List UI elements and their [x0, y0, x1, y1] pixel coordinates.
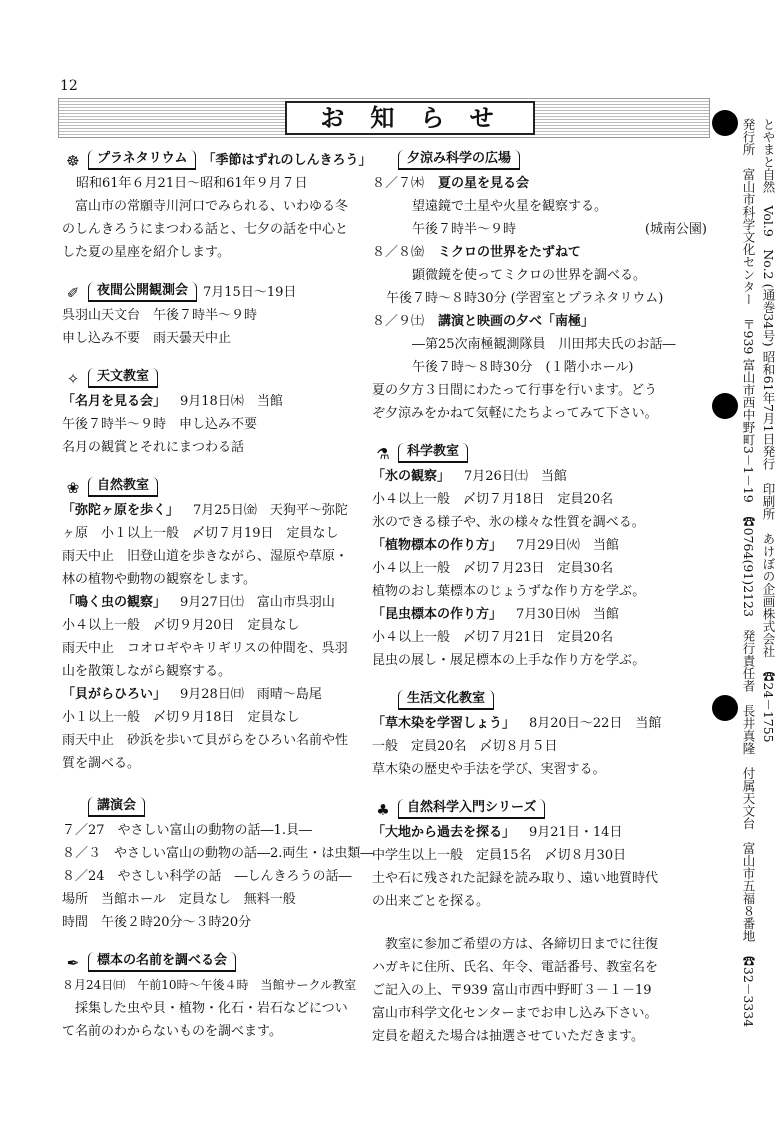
text-line: 富山市科学文化センターまでお申し込み下さい。 [372, 1006, 658, 1021]
tree-icon: ♣ [376, 801, 390, 819]
text-line: 小４以上一般 〆切９月20日 定員なし [62, 618, 300, 633]
section-label: プラネタリウム [88, 150, 196, 170]
section-label: 夜間公開観測会 [88, 282, 197, 302]
section-label: 生活文化教室 [398, 690, 494, 710]
binding-hole [712, 393, 738, 419]
section-evening [372, 150, 717, 425]
text-line: 雨天中止 コオロギやキリギリスの仲間を、呉羽 [62, 641, 348, 656]
text-line: 教室に参加ご希望の方は、各締切日までに往復 [372, 937, 659, 952]
event-info: 9月18日㈭ 当館 [180, 394, 283, 409]
banner-title: お知らせ [285, 101, 535, 135]
event-title: 「氷の観察」 [372, 469, 451, 484]
section-label: 天文教室 [88, 368, 158, 388]
event-info: 7月30日㈬ 当館 [516, 607, 619, 622]
masthead-line: 発行所 富山市科学文化センター 〒939 富山市西中野町3－1－19 ☎0764(91)2123 発行責任者 長井真隆 付属天文台 富山市五福８番地 ☎32－3334 [741, 118, 756, 1028]
section-observe [62, 282, 392, 350]
event-info: 9月27日㈯ 富山市呉羽山 [180, 595, 335, 610]
text-line: 顕微鏡を使ってミクロの世界を調べる。 [412, 268, 647, 283]
event-title: 「昆虫標本の作り方」 [372, 607, 503, 622]
lab-icon: ⚗ [376, 445, 390, 463]
event-title: 「鳴く虫の観察」 [62, 595, 167, 610]
event-date: ８／９㈯ [372, 314, 425, 329]
text-line: 雨天中止 旧登山道を歩きながら、湿原や草原・ [62, 549, 349, 564]
text-line: 時間 午後２時20分～３時20分 [62, 915, 252, 930]
text-line: 富山市の常願寺川河口でみられる、いわゆる冬 [62, 199, 349, 214]
text-line: 午後７時～８時30分 (学習室とプラネタリウム) [386, 291, 664, 306]
section-notice [372, 933, 717, 1048]
text-line: の出来ごとを探る。 [372, 894, 490, 909]
text-line: 採集した虫や貝・植物・化石・岩石などについ [62, 1001, 348, 1016]
text-line: ヶ原 小１以上一般 〆切７月19日 定員なし [62, 526, 339, 541]
section-life [372, 690, 717, 781]
text-line: 申し込み不要 雨天曇天中止 [62, 331, 232, 346]
event-info: 7月29日㈫ 当館 [516, 538, 619, 553]
planetarium-icon: ☸ [66, 152, 80, 170]
text-line: て名前のわからないものを調べます。 [62, 1024, 282, 1039]
section-label: 夕涼み科学の広場 [398, 150, 520, 170]
section-date: 7月15日～19日 [203, 285, 297, 300]
section-specimen [62, 952, 392, 1043]
event-info: 9月21日・14日 [529, 825, 623, 840]
text-line: (城南公園) [644, 222, 707, 237]
event-title: 「貝がらひろい」 [62, 687, 167, 702]
text-line: 質を調べる。 [62, 756, 141, 771]
text-line: ―第25次南極観測隊員 川田邦夫氏のお話― [412, 337, 676, 352]
text-line: 氷のできる様子や、氷の様々な性質を調べる。 [372, 515, 645, 530]
text-line: 小４以上一般 〆切７月23日 定員30名 [372, 561, 614, 576]
text-line: ご記入の上、〒939 富山市西中野町３－１－19 [372, 983, 652, 998]
event-title: 夏の星を見る会 [438, 176, 530, 191]
event-info: 7月25日㈮ 天狗平～弥陀 [193, 503, 348, 518]
section-lecture [62, 797, 392, 934]
text-line: 小４以上一般 〆切７月18日 定員20名 [372, 492, 614, 507]
text-line: 山を散策しながら観察する。 [62, 664, 232, 679]
section-label: 自然教室 [88, 477, 158, 497]
text-line: 小１以上一般 〆切９月18日 定員なし [62, 710, 300, 725]
text-line: ８／24 やさしい科学の話 ―しんきろうの話― [62, 869, 352, 884]
text-line: 小４以上一般 〆切７月21日 定員20名 [372, 630, 614, 645]
binding-hole [712, 110, 738, 136]
event-info: 8月20日～22日 当館 [529, 716, 662, 731]
event-title: 「名月を見る会」 [62, 394, 167, 409]
text-line: 雨天中止 砂浜を歩いて貝がらをひろい名前や性 [62, 733, 349, 748]
binding-hole [712, 695, 738, 721]
text-line: 昆虫の展し・展足標本の上手な作り方を学ぶ。 [372, 653, 646, 668]
text-line: ハガキに住所、氏名、年令、電話番号、教室名を [372, 960, 659, 975]
telescope-icon: ✐ [66, 284, 80, 302]
text-line: ぞ夕涼みをかねて気軽にたちよってみて下さい。 [372, 406, 658, 421]
event-title: ミクロの世界をたずねて [438, 245, 581, 260]
text-line: 午後７時半～９時 [412, 222, 517, 237]
text-line: 土や石に残された記録を読み取り、遠い地質時代 [372, 871, 659, 886]
section-planetarium [62, 150, 392, 264]
event-title: 「植物標本の作り方」 [372, 538, 503, 553]
leaf-icon: ❀ [66, 479, 80, 497]
section-title: 「季節はずれのしんきろう」 [202, 153, 372, 168]
text-line: 場所 当館ホール 定員なし 無料一般 [62, 892, 296, 907]
section-label: 標本の名前を調べる会 [88, 952, 236, 972]
masthead-line: とやまと自然 Vol.9 No.2 (通巻34号) 昭和61年7月1日発行 印刷所 あけぼの企画株式会社 ☎24－1755 [761, 118, 776, 743]
text-line: 午後７時～８時30分 (１階小ホール) [412, 360, 634, 375]
event-title: 講演と映画の夕べ「南極」 [438, 314, 595, 329]
text-line: 植物のおし葉標本のじょうずな作り方を学ぶ。 [372, 584, 646, 599]
section-intro [372, 799, 717, 913]
event-title: 「弥陀ヶ原を歩く」 [62, 503, 180, 518]
text-line: 午後７時半～９時 申し込み不要 [62, 417, 258, 432]
right-column [372, 150, 717, 1066]
text-line: のしんきろうにまつわる話と、七夕の話を中心と [62, 222, 349, 237]
pen-icon: ✒ [66, 954, 80, 972]
section-nature [62, 477, 392, 775]
event-title: 「大地から過去を探る」 [372, 825, 516, 840]
text-line: ８／３ やさしい富山の動物の話―2.両生・は虫類― [62, 846, 374, 861]
text-line: 林の植物や動物の観察をします。 [62, 572, 256, 587]
event-info: 9月28日㈰ 雨晴～島尾 [180, 687, 322, 702]
text-line: 望遠鏡で土星や火星を観察する。 [412, 199, 608, 214]
text-line: 一般 定員20名 〆切８月５日 [372, 739, 558, 754]
masthead [738, 118, 778, 1098]
section-astro [62, 368, 392, 459]
event-title: 「草木染を学習しょう」 [372, 716, 516, 731]
event-info: 7月26日㈯ 当館 [464, 469, 567, 484]
event-date: ８／８㈮ [372, 245, 425, 260]
event-date: ８／７㈭ [372, 176, 425, 191]
section-science [372, 443, 717, 672]
star-icon: ✧ [66, 370, 80, 388]
section-label: 講演会 [88, 797, 145, 817]
text-line: した夏の星座を紹介します。 [62, 245, 230, 260]
text-line: ８月24日㈰ 午前10時～午後４時 当館サークル教室 [62, 978, 357, 992]
page-number: 12 [60, 78, 78, 94]
text-line: 定員を超えた場合は抽選させていただきます。 [372, 1029, 644, 1044]
text-line: 中学生以上一般 定員15名 〆切８月30日 [372, 848, 627, 863]
section-label: 科学教室 [398, 443, 468, 463]
text-line: 草木染の歴史や手法を学び、実習する。 [372, 762, 606, 777]
text-line: ７／27 やさしい富山の動物の話―1.貝― [62, 823, 312, 838]
text-line: 夏の夕方３日間にわたって行事を行います。どう [372, 383, 657, 398]
banner [58, 98, 710, 138]
text-line: 名月の観賞とそれにまつわる話 [62, 440, 245, 455]
text-line: 昭和61年６月21日～昭和61年９月７日 [76, 176, 308, 191]
left-column [62, 150, 392, 1061]
section-label: 自然科学入門シリーズ [398, 799, 545, 819]
text-line: 呉羽山天文台 午後７時半～９時 [62, 308, 258, 323]
